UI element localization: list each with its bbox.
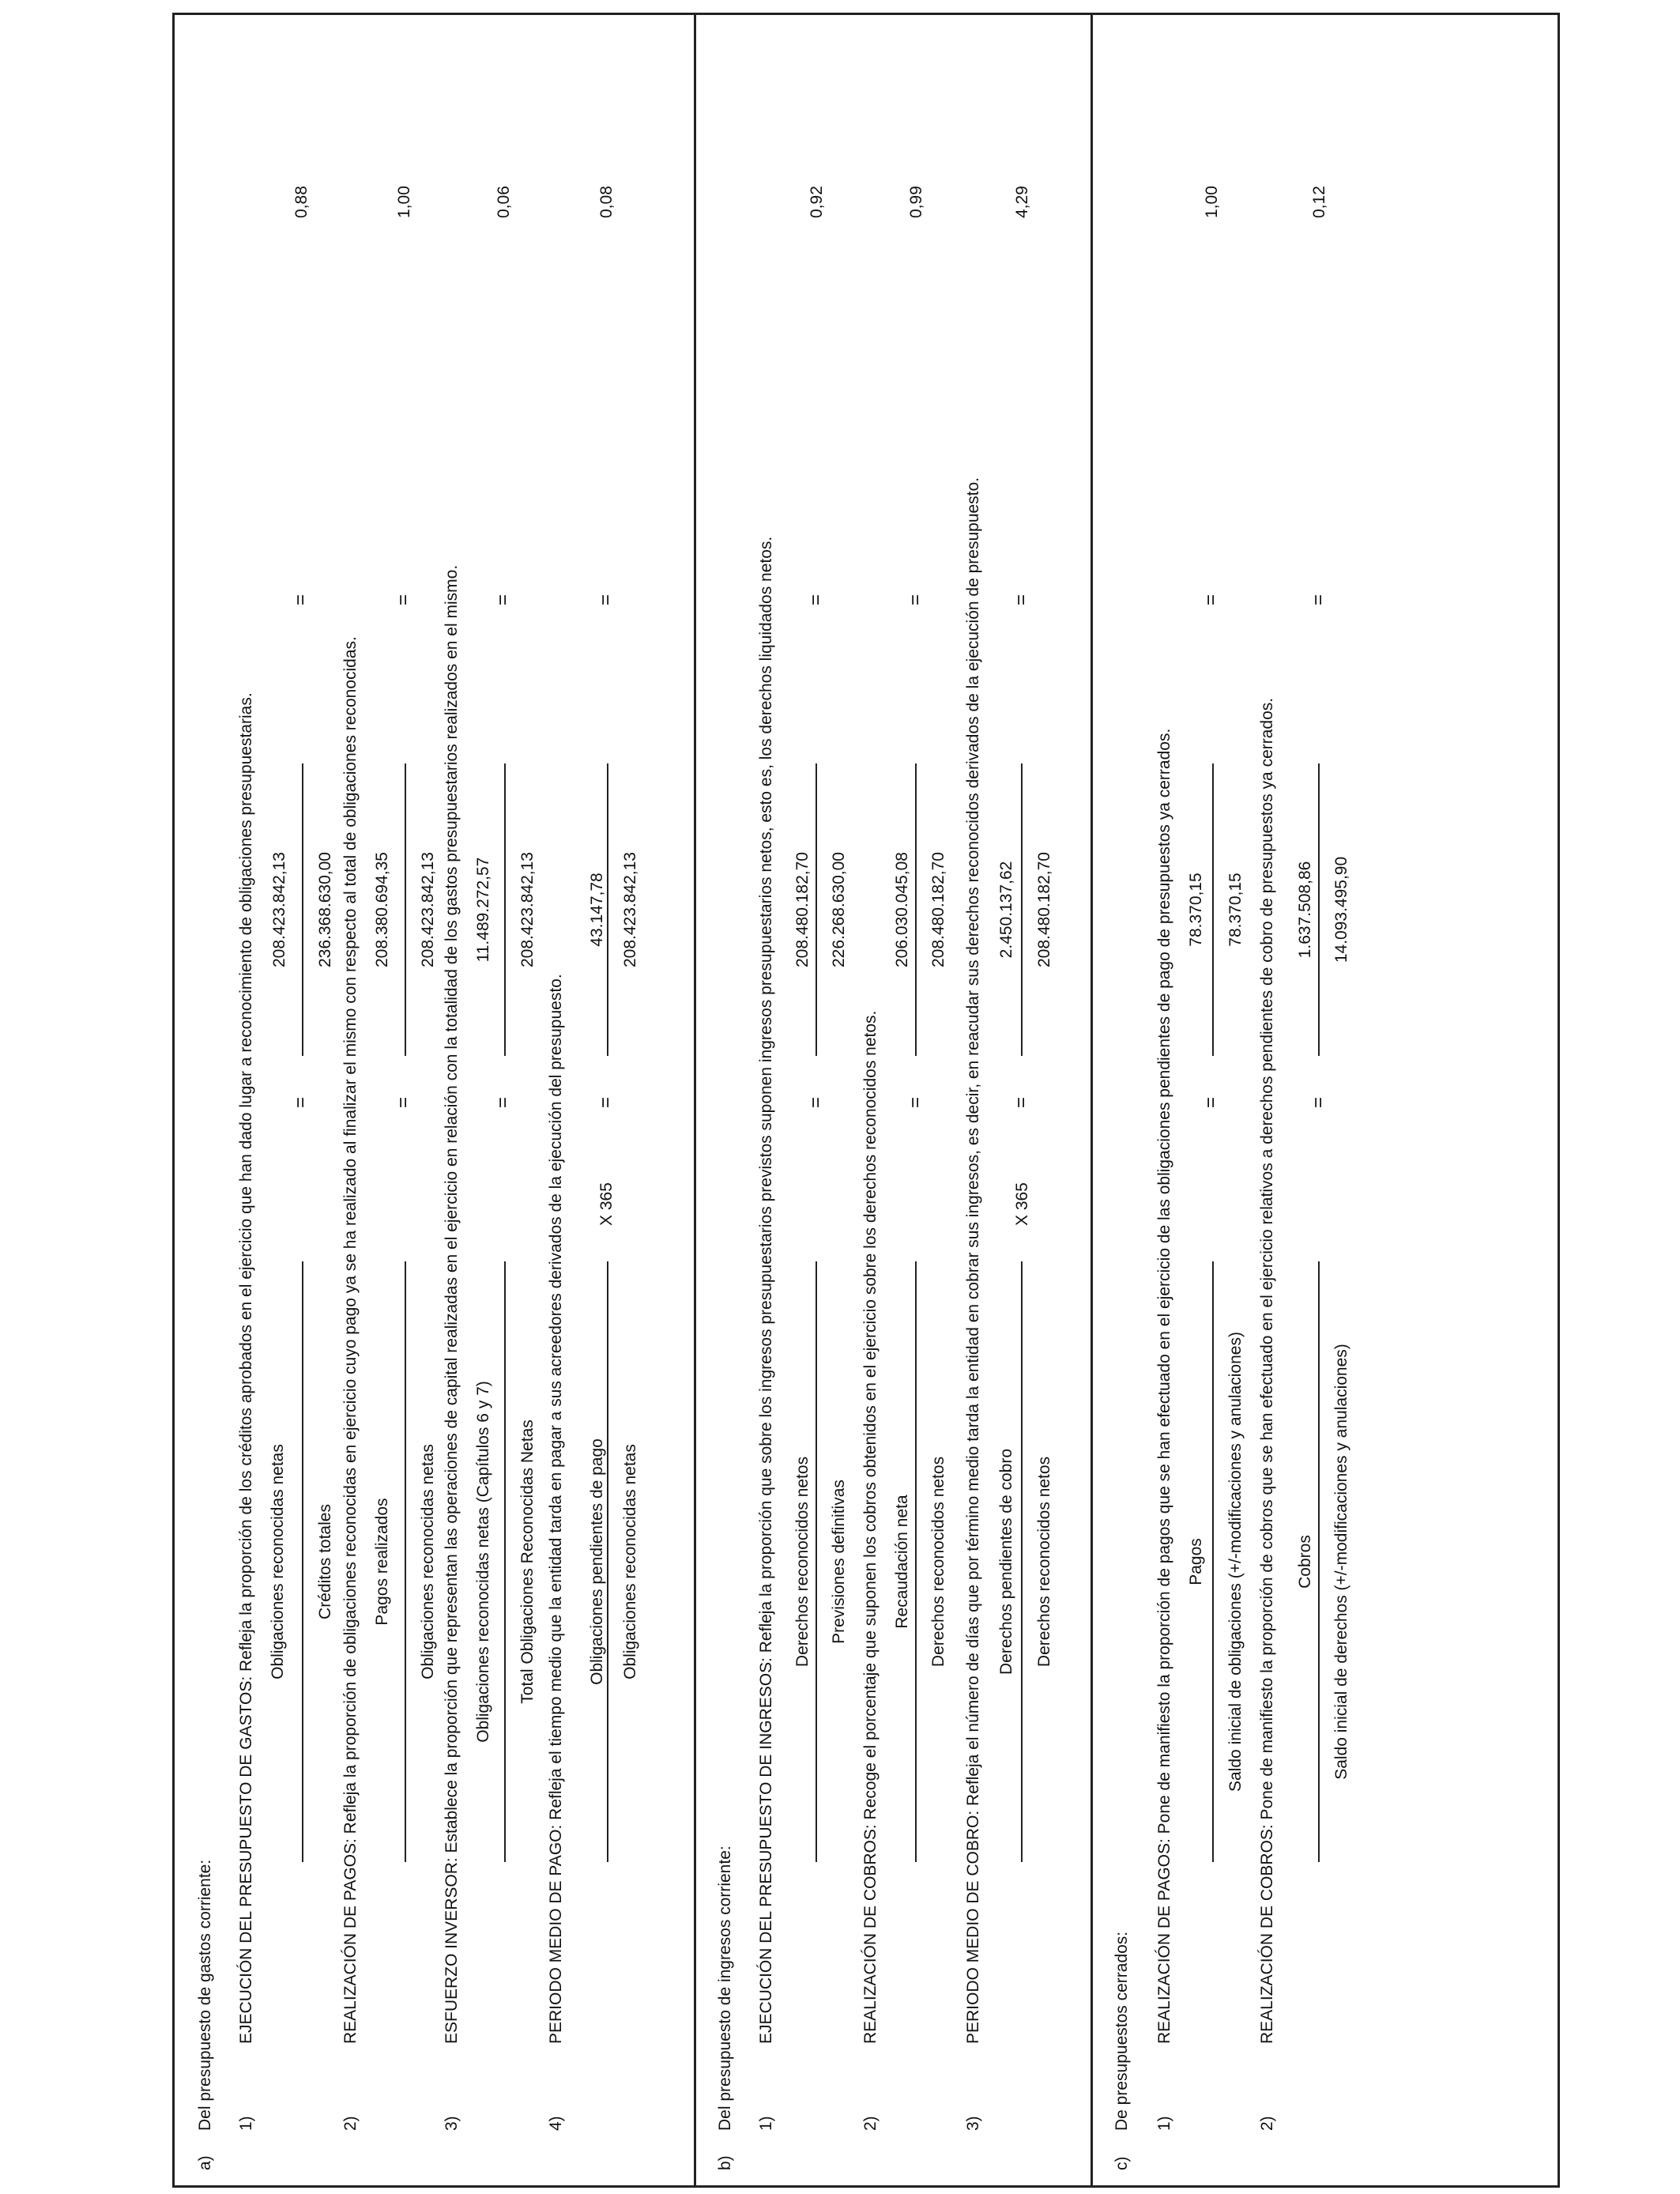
item-description: EJECUCIÓN DEL PRESUPUESTO DE INGRESOS: Refleja la proporción que sobre los ingresos presupuestarios previstos suponen ingresos presupuestarios netos, esto es, los derechos liquidados netos. [757, 536, 775, 2044]
equals-sign: = [805, 1096, 827, 1108]
result-value: 0,92 [808, 186, 826, 218]
numerator-label: Derechos reconocidos netos [793, 1456, 812, 1668]
numerator-label: Pagos realizados [373, 1498, 391, 1626]
fraction-bar-labels [302, 1261, 303, 1862]
item-number: 4) [547, 2116, 565, 2131]
result-value: 0,06 [495, 186, 513, 218]
section-letter: b) [716, 2155, 734, 2170]
equals-sign: = [290, 594, 311, 605]
equals-sign: = [1011, 594, 1032, 605]
numerator-value: 2.450.137,62 [997, 861, 1015, 959]
result-value: 0,12 [1310, 186, 1328, 218]
result-value: 4,29 [1013, 186, 1031, 218]
item-number: 1) [1155, 2116, 1173, 2131]
numerator-label: Cobros [1296, 1535, 1314, 1589]
denominator-label: Derechos reconocidos netos [1035, 1456, 1053, 1668]
fraction-bar-values [405, 763, 406, 1056]
denominator-label: Obligaciones reconocidas netas [621, 1444, 639, 1679]
fraction-bar-values [302, 763, 303, 1056]
fraction-bar-values [504, 763, 506, 1056]
numerator-label: Obligaciones pendientes de pago [588, 1438, 606, 1685]
section-letter: a) [196, 2155, 214, 2170]
item-description: REALIZACIÓN DE COBROS: Recoge el porcentaje que suponen los cobros obtenidos en el ejercicio sobre los derechos reconocidos netos. [861, 1010, 880, 2044]
equals-sign: = [393, 594, 414, 605]
item-number: 2) [1258, 2116, 1276, 2131]
numerator-label: Derechos pendientes de cobro [997, 1448, 1015, 1676]
fraction-bar-labels [816, 1261, 817, 1862]
item-description: EJECUCIÓN DEL PRESUPUESTO DE GASTOS: Refleja la proporción de los créditos aprobados en el ejercicio que han dado lugar a reconocimiento de obligaciones presupuestarias. [237, 692, 255, 2044]
equals-sign: = [595, 594, 616, 605]
fraction-bar-values [607, 763, 608, 1056]
denominator-value: 236.368.630,00 [316, 852, 334, 967]
item-number: 2) [861, 2116, 880, 2131]
equals-sign: = [393, 1096, 414, 1108]
item-number: 2) [341, 2116, 360, 2131]
fraction-bar-labels [405, 1261, 406, 1862]
result-value: 0,08 [597, 186, 616, 218]
denominator-value: 208.423.842,13 [518, 852, 537, 967]
section-divider-ab [694, 13, 696, 2188]
equals-sign: = [1200, 594, 1222, 605]
section-title: De presupuestos cerrados: [1113, 1931, 1131, 2131]
equals-sign: = [492, 594, 514, 605]
numerator-value: 11.489.272,57 [474, 857, 492, 963]
denominator-label: Saldo inicial de obligaciones (+/-modificaciones y anulaciones) [1226, 1332, 1245, 1792]
item-description: REALIZACIÓN DE PAGOS: Pone de manifiesto la proporción de pagos que se han efectuado en el ejercicio de las obligaciones pendientes de pago de presupuestos ya cerrados. [1155, 728, 1173, 2044]
result-value: 0,99 [907, 186, 925, 218]
equals-sign: = [905, 594, 926, 605]
item-number: 1) [757, 2116, 775, 2131]
item-number: 1) [237, 2116, 255, 2131]
section-title: Del presupuesto de ingresos corriente: [716, 1845, 734, 2131]
section-letter: c) [1113, 2156, 1131, 2170]
section-divider-bc [1090, 13, 1093, 2188]
equals-sign: = [905, 1096, 926, 1108]
result-value: 0,88 [292, 186, 311, 218]
denominator-value: 78.370,15 [1226, 873, 1245, 947]
denominator-value: 208.480.182,70 [1035, 852, 1053, 967]
item-number: 3) [964, 2116, 982, 2131]
fraction-bar-values [816, 763, 817, 1056]
item-description: PERIODO MEDIO DE PAGO: Refleja el tiempo medio que la entidad tarda en pagar a sus acreedores derivados de la ejecución del presupuesto. [547, 974, 565, 2044]
denominator-label: Saldo inicial de derechos (+/-modificaciones y anulaciones) [1332, 1344, 1350, 1780]
fraction-bar-values [1021, 763, 1023, 1056]
fraction-bar-values [1212, 763, 1214, 1056]
numerator-value: 208.380.694,35 [373, 852, 391, 967]
fraction-bar-values [915, 763, 917, 1056]
denominator-label: Previsiones definitivas [830, 1480, 848, 1644]
item-number: 3) [443, 2116, 461, 2131]
numerator-value: 43.147,78 [588, 873, 606, 947]
item-description: REALIZACIÓN DE PAGOS: Refleja la proporción de obligaciones reconocidas en ejercicio cuyo pago ya se ha realizado al finalizar el mismo con respecto al total de obligaciones reconocidas. [341, 636, 360, 2044]
denominator-value: 208.423.842,13 [621, 852, 639, 967]
numerator-label: Recaudación neta [893, 1495, 911, 1629]
section-title: Del presupuesto de gastos corriente: [196, 1859, 214, 2131]
fraction-bar-labels [607, 1261, 608, 1862]
equals-sign: = [1308, 1096, 1329, 1108]
fraction-bar-labels [504, 1261, 506, 1862]
denominator-label: Obligaciones reconocidas netas [419, 1444, 437, 1679]
fraction-bar-labels [915, 1261, 917, 1862]
item-description: ESFUERZO INVERSOR: Establece la proporción que representan las operaciones de capital realizadas en el ejercicio en relación con la totalidad de los gastos presupuestarios realizados en el mismo. [443, 564, 461, 2044]
numerator-value: 1.637.508,86 [1296, 861, 1314, 959]
item-description: PERIODO MEDIO DE COBRO: Refleja el número de días que por término medio tarda la entidad en cobrar sus ingresos, es decir, en reacudar sus derechos reconocidos derivados de la ejecución de presupuesto. [964, 477, 982, 2044]
equals-sign: = [805, 594, 827, 605]
fraction-bar-labels [1318, 1261, 1320, 1862]
denominator-value: 208.423.842,13 [419, 852, 437, 967]
equals-sign: = [290, 1096, 311, 1108]
multiplier: X 365 [597, 1182, 616, 1226]
equals-sign: = [595, 1096, 616, 1108]
denominator-label: Créditos totales [316, 1504, 334, 1619]
equals-sign: = [1200, 1096, 1222, 1108]
denominator-value: 208.480.182,70 [929, 852, 947, 967]
denominator-label: Derechos reconocidos netos [929, 1456, 947, 1668]
fraction-bar-labels [1021, 1261, 1023, 1862]
denominator-value: 226.268.630,00 [830, 852, 848, 967]
fraction-bar-labels [1212, 1261, 1214, 1862]
equals-sign: = [1308, 594, 1329, 605]
numerator-label: Pagos [1187, 1538, 1205, 1585]
result-value: 1,00 [395, 186, 413, 218]
numerator-label: Obligaciones reconocidas netas [269, 1444, 287, 1679]
fraction-bar-values [1318, 763, 1320, 1056]
numerator-value: 208.423.842,13 [270, 852, 288, 967]
numerator-value: 206.030.045,08 [893, 852, 911, 967]
numerator-value: 208.480.182,70 [793, 852, 812, 967]
result-value: 1,00 [1203, 186, 1221, 218]
equals-sign: = [492, 1096, 514, 1108]
numerator-label: Obligaciones reconocidas netas (Capítulos 6 y 7) [474, 1381, 492, 1743]
denominator-label: Total Obligaciones Reconocidas Netas [518, 1419, 537, 1704]
equals-sign: = [1011, 1096, 1032, 1108]
numerator-value: 78.370,15 [1187, 873, 1205, 947]
multiplier: X 365 [1013, 1182, 1031, 1226]
denominator-value: 14.093.495,90 [1332, 856, 1350, 963]
item-description: REALIZACIÓN DE COBROS: Pone de manifiesto la proporción de cobros que se han efectuado en el ejercicio relativos a derechos pendientes de cobro de presupuestos ya cerrados. [1258, 697, 1276, 2044]
